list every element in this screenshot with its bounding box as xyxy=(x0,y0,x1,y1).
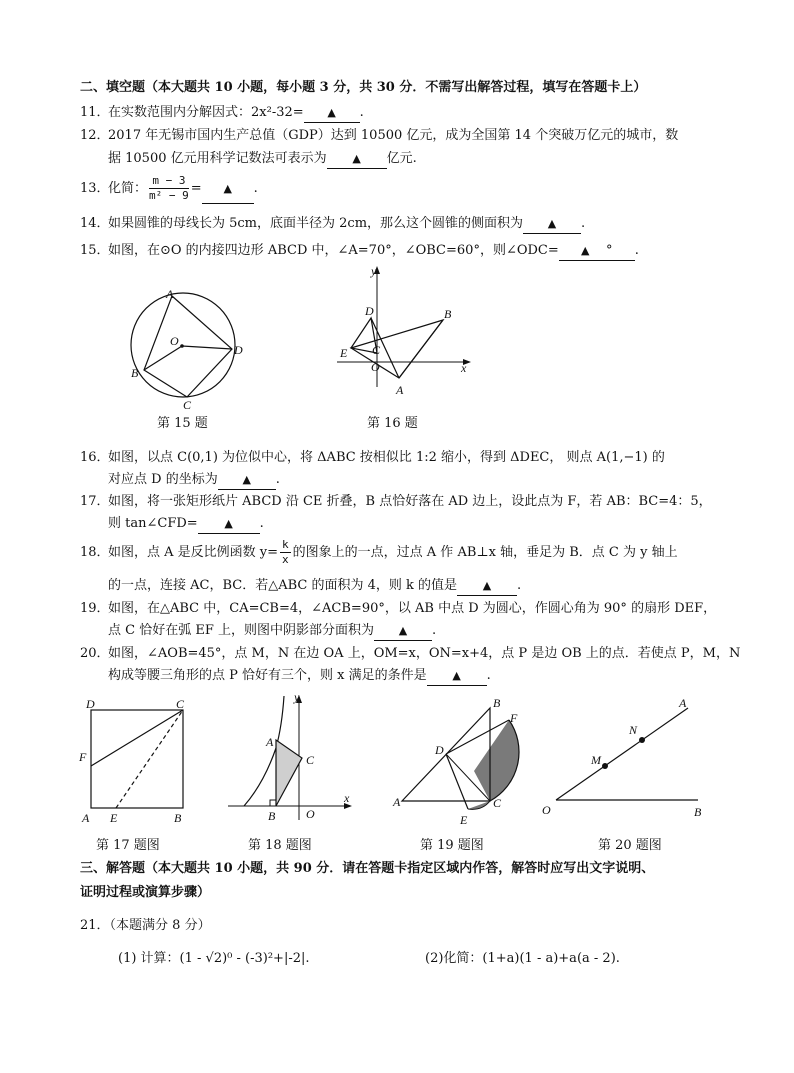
label-c: C xyxy=(372,343,381,357)
label-y: y xyxy=(294,690,300,704)
label-b: B xyxy=(268,809,276,823)
label-b: B xyxy=(131,366,139,380)
rectangle-abcd xyxy=(91,710,183,808)
segment-fc xyxy=(91,710,183,766)
label-n: N xyxy=(629,723,638,737)
label-f: F xyxy=(79,750,87,764)
question-21-head: 21．（本题满分 8 分） xyxy=(80,918,211,933)
label-d: D xyxy=(435,743,444,757)
question-12-line1: 12．2017 年无锡市国内生产总值（GDP）达到 10500 亿元，成为全国第 14 个突破万亿元的城市，数 xyxy=(80,128,679,143)
label-d: D xyxy=(86,697,95,711)
triangle-abc-part xyxy=(351,320,443,378)
section3-heading-line2: 证明过程或演算步骤） xyxy=(80,885,211,900)
answer-blank: ▲ xyxy=(523,215,581,234)
label-b: B xyxy=(694,805,702,819)
answer-blank: ▲ xyxy=(327,150,387,169)
segment-ob xyxy=(144,346,182,370)
figure-19-caption: 第 19 题图 xyxy=(420,838,484,853)
label-o: O xyxy=(542,803,551,817)
question-12-line2: 据 10500 亿元用科学记数法可表示为 ▲ 亿元. xyxy=(108,150,417,169)
answer-blank: ▲ xyxy=(427,667,487,686)
figure-18-caption: 第 18 题图 xyxy=(248,838,312,853)
figure-17-caption: 第 17 题图 xyxy=(96,838,160,853)
question-14: 14．如果圆锥的母线长为 5cm，底面半径为 2cm，那么这个圆锥的侧面积为 ▲ . xyxy=(80,215,585,234)
question-17-line2: 则 tan∠CFD= ▲ . xyxy=(108,515,264,534)
question-19-line1: 19．如图，在△ABC 中，CA=CB=4，∠ACB=90°，以 AB 中点 D 为圆心，作圆心角为 90° 的扇形 DEF， xyxy=(80,601,717,616)
point-n xyxy=(639,737,645,743)
question-21-part1: (1) 计算：(1 - √2)⁰ - (-3)²+|-2|. xyxy=(118,951,310,966)
figure-18 xyxy=(224,688,359,828)
shaded-region xyxy=(474,720,519,801)
label-o: O xyxy=(371,360,380,374)
label-b: B xyxy=(493,696,501,710)
label-c: C xyxy=(176,697,185,711)
figure-19 xyxy=(390,694,530,830)
figure-20 xyxy=(536,694,716,830)
label-d: D xyxy=(365,304,374,318)
label-x: x xyxy=(461,361,467,375)
question-21-part2: (2)化简：(1+a)(1 - a)+a(a - 2). xyxy=(425,951,620,966)
label-c: C xyxy=(493,796,502,810)
figure-15-caption: 第 15 题 xyxy=(157,416,208,431)
question-11: 11．在实数范围内分解因式：2x²-32= ▲ . xyxy=(80,104,364,123)
label-a: A xyxy=(266,735,274,749)
segment-ec xyxy=(116,710,183,808)
center-point xyxy=(180,344,184,348)
point-m xyxy=(602,763,608,769)
answer-blank: ▲ ° xyxy=(559,242,635,261)
label-c: C xyxy=(306,753,315,767)
label-a: A xyxy=(679,696,687,710)
label-a: A xyxy=(82,811,90,825)
question-16-line1: 16．如图，以点 C(0,1) 为位似中心，将 ΔABC 按相似比 1:2 缩小，得到 ΔDEC， 则点 A(1,−1) 的 xyxy=(80,450,665,465)
label-m: M xyxy=(591,753,601,767)
label-o: O xyxy=(170,334,179,348)
figure-16-caption: 第 16 题 xyxy=(367,416,418,431)
label-e: E xyxy=(340,346,348,360)
fraction-k-over-x: $\frac{k}{x}$ xyxy=(282,538,289,566)
label-a: A xyxy=(396,383,404,397)
right-angle-mark xyxy=(270,800,276,806)
question-18-line1: 18．如图，点 A 是反比例函数 y= $\frac{k}{x}$ 的图象上的一点，过点 A 作 AB⊥x 轴，垂足为 B．点 C 为 y 轴上 xyxy=(80,538,678,566)
label-e: E xyxy=(460,813,468,827)
question-15: 15．如图，在⊙O 的内接四边形 ABCD 中，∠A=70°，∠OBC=60°，则∠ODC= ▲ ° . xyxy=(80,242,639,261)
figure-16 xyxy=(333,262,478,397)
question-13: 13．化简： $\frac{m - 3}{\text{m² − 9}}$ = ▲ . xyxy=(80,174,258,202)
label-e: E xyxy=(110,811,118,825)
label-f: F xyxy=(510,711,518,725)
shaded-lower xyxy=(468,801,490,809)
label-b: B xyxy=(444,307,452,321)
section2-heading: 二、填空题（本大题共 10 小题，每小题 3 分，共 30 分．不需写出解答过程，填写在答题卡上） xyxy=(80,80,647,95)
shaded-triangle-abc xyxy=(276,740,302,806)
answer-blank: ▲ xyxy=(198,515,260,534)
label-y: y xyxy=(371,264,377,278)
question-19-line2: 点 C 恰好在弧 EF 上，则图中阴影部分面积为 ▲ . xyxy=(108,622,436,641)
label-o: O xyxy=(306,807,315,821)
question-20-line1: 20．如图，∠AOB=45°，点 M，N 在边 OA 上，OM=x，ON=x+4，点 P 是边 OB 上的点．若使点 P，M，N xyxy=(80,646,741,661)
answer-blank: ▲ xyxy=(304,104,360,123)
figure-20-caption: 第 20 题图 xyxy=(598,838,662,853)
section3-heading-line1: 三、解答题（本大题共 10 小题，共 90 分．请在答题卡指定区域内作答，解答时应写出文字说明、 xyxy=(80,861,655,876)
question-17-line1: 17．如图，将一张矩形纸片 ABCD 沿 CE 折叠，B 点恰好落在 AD 边上，设此点为 F，若 AB：BC=4：5， xyxy=(80,494,712,509)
question-18-line2: 的一点，连接 AC，BC．若△ABC 的面积为 4，则 k 的值是 ▲ . xyxy=(108,577,521,596)
label-d: D xyxy=(234,343,243,357)
ray-oa xyxy=(556,708,688,800)
figure-17 xyxy=(76,696,196,828)
question-20-line2: 构成等腰三角形的点 P 恰好有三个，则 x 满足的条件是 ▲ . xyxy=(108,667,491,686)
answer-blank: ▲ xyxy=(457,577,517,596)
segment-od xyxy=(182,346,232,349)
label-b: B xyxy=(174,811,182,825)
question-16-line2: 对应点 D 的坐标为 ▲ . xyxy=(108,471,280,490)
answer-blank: ▲ xyxy=(374,622,432,641)
label-c: C xyxy=(183,398,192,412)
label-x: x xyxy=(344,791,350,805)
answer-blank: ▲ xyxy=(202,175,254,204)
label-a: A xyxy=(166,287,174,301)
figure-15 xyxy=(120,282,260,412)
answer-blank: ▲ xyxy=(218,471,276,490)
fraction: $\frac{m - 3}{\text{m² − 9}}$ xyxy=(149,174,189,202)
label-a: A xyxy=(393,795,401,809)
